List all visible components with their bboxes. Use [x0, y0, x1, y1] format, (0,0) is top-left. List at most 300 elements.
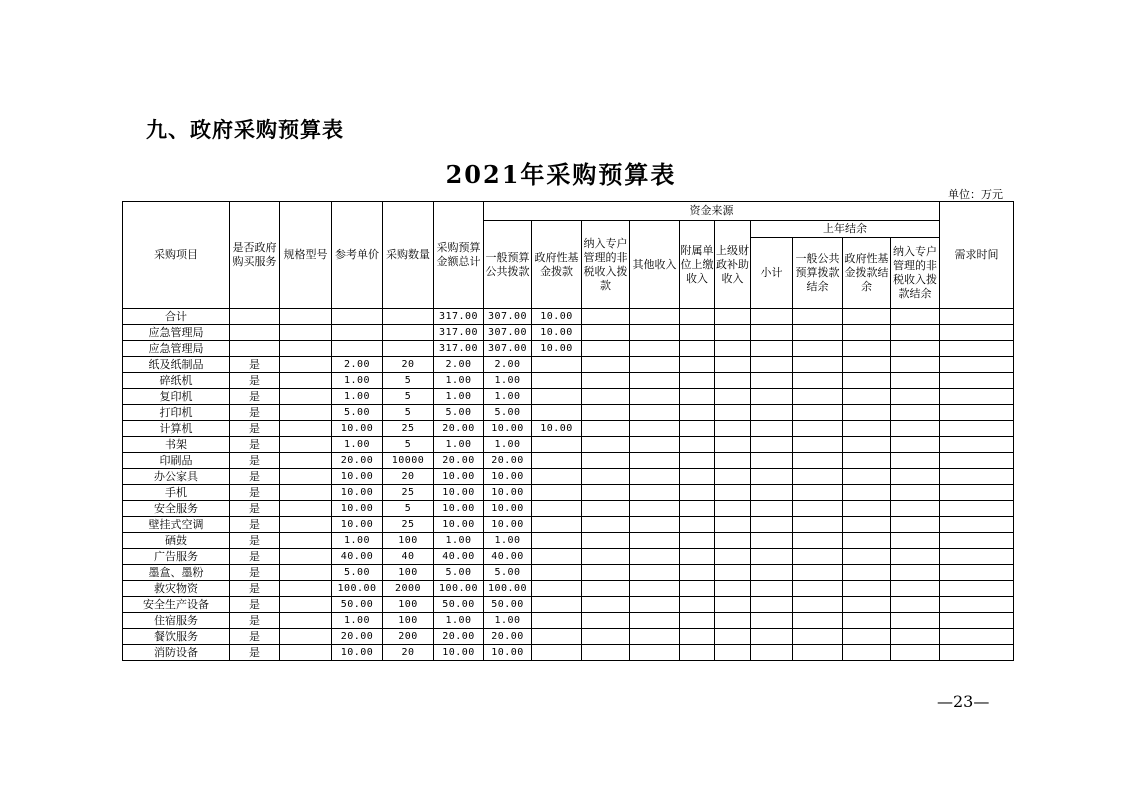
cell-superior-subsidy: [715, 421, 751, 437]
cell-nontax-carryover: [891, 437, 940, 453]
cell-demand-time: [940, 549, 1014, 565]
cell-spec: [280, 309, 332, 325]
cell-other-income: [630, 629, 680, 645]
cell-spec: [280, 341, 332, 357]
cell-item: 合计: [123, 309, 230, 325]
page-number: —23—: [937, 692, 990, 711]
cell-general-carryover: [793, 309, 843, 325]
cell-affiliated-income: [680, 357, 715, 373]
cell-is-gov-purchase: 是: [230, 597, 280, 613]
cell-quantity: 100: [383, 613, 434, 629]
cell-spec: [280, 357, 332, 373]
cell-nontax-special: [582, 421, 630, 437]
cell-other-income: [630, 309, 680, 325]
table-row: [123, 501, 1014, 517]
cell-affiliated-income: [680, 629, 715, 645]
cell-demand-time: [940, 469, 1014, 485]
cell-other-income: [630, 389, 680, 405]
header-affiliated-income: 附属单位上缴收入: [680, 221, 715, 309]
cell-demand-time: [940, 501, 1014, 517]
cell-other-income: [630, 453, 680, 469]
cell-affiliated-income: [680, 549, 715, 565]
cell-gov-fund-carryover: [843, 549, 891, 565]
cell-item: 消防设备: [123, 645, 230, 661]
header-quantity: 采购数量: [383, 202, 434, 309]
header-general-carryover: 一般公共预算拨款结余: [793, 238, 843, 309]
cell-gov-fund-carryover: [843, 421, 891, 437]
cell-other-income: [630, 437, 680, 453]
table-row: [123, 437, 1014, 453]
cell-item: 墨盒、墨粉: [123, 565, 230, 581]
cell-unit-price: [332, 325, 383, 341]
header-funding-group: 资金来源: [484, 202, 940, 221]
cell-gov-fund-carryover: [843, 437, 891, 453]
cell-is-gov-purchase: [230, 309, 280, 325]
cell-item: 安全服务: [123, 501, 230, 517]
table-row: [123, 325, 1014, 341]
cell-general-budget: 40.00: [484, 549, 532, 565]
table-row: [123, 341, 1014, 357]
cell-subtotal: [751, 373, 793, 389]
cell-total: 40.00: [434, 549, 484, 565]
cell-spec: [280, 581, 332, 597]
cell-unit-price: 20.00: [332, 453, 383, 469]
cell-superior-subsidy: [715, 309, 751, 325]
cell-spec: [280, 597, 332, 613]
cell-gov-fund-carryover: [843, 309, 891, 325]
cell-unit-price: 10.00: [332, 469, 383, 485]
cell-gov-fund-carryover: [843, 405, 891, 421]
cell-affiliated-income: [680, 453, 715, 469]
cell-demand-time: [940, 325, 1014, 341]
cell-nontax-special: [582, 549, 630, 565]
table-row: [123, 581, 1014, 597]
cell-unit-price: 10.00: [332, 421, 383, 437]
cell-nontax-carryover: [891, 501, 940, 517]
cell-nontax-special: [582, 597, 630, 613]
cell-general-budget: 5.00: [484, 565, 532, 581]
cell-item: 书架: [123, 437, 230, 453]
cell-general-carryover: [793, 405, 843, 421]
cell-superior-subsidy: [715, 501, 751, 517]
cell-superior-subsidy: [715, 533, 751, 549]
cell-is-gov-purchase: 是: [230, 437, 280, 453]
table-row: [123, 549, 1014, 565]
cell-general-carryover: [793, 581, 843, 597]
cell-other-income: [630, 373, 680, 389]
cell-nontax-carryover: [891, 629, 940, 645]
unit-label: 单位：万元: [948, 188, 1003, 201]
cell-item: 安全生产设备: [123, 597, 230, 613]
header-demand-time: 需求时间: [940, 202, 1014, 309]
cell-spec: [280, 501, 332, 517]
cell-superior-subsidy: [715, 341, 751, 357]
cell-gov-fund: [532, 645, 582, 661]
cell-total: 20.00: [434, 421, 484, 437]
cell-spec: [280, 613, 332, 629]
cell-demand-time: [940, 437, 1014, 453]
cell-spec: [280, 437, 332, 453]
cell-subtotal: [751, 581, 793, 597]
cell-demand-time: [940, 405, 1014, 421]
cell-general-carryover: [793, 613, 843, 629]
cell-unit-price: 10.00: [332, 485, 383, 501]
cell-is-gov-purchase: 是: [230, 549, 280, 565]
cell-total: 100.00: [434, 581, 484, 597]
cell-total: 5.00: [434, 565, 484, 581]
cell-unit-price: 1.00: [332, 389, 383, 405]
cell-affiliated-income: [680, 469, 715, 485]
cell-demand-time: [940, 565, 1014, 581]
cell-unit-price: 1.00: [332, 437, 383, 453]
cell-quantity: 25: [383, 485, 434, 501]
table-title: 2021年采购预算表: [445, 160, 677, 189]
cell-is-gov-purchase: 是: [230, 373, 280, 389]
cell-is-gov-purchase: 是: [230, 613, 280, 629]
cell-total: 317.00: [434, 341, 484, 357]
cell-unit-price: 10.00: [332, 517, 383, 533]
table-row: [123, 565, 1014, 581]
cell-gov-fund: 10.00: [532, 421, 582, 437]
cell-other-income: [630, 469, 680, 485]
table-row: [123, 421, 1014, 437]
cell-quantity: 5: [383, 501, 434, 517]
cell-other-income: [630, 405, 680, 421]
cell-gov-fund: 10.00: [532, 325, 582, 341]
cell-nontax-special: [582, 517, 630, 533]
cell-unit-price: 20.00: [332, 629, 383, 645]
cell-general-carryover: [793, 517, 843, 533]
table-body: [123, 309, 1014, 661]
cell-spec: [280, 373, 332, 389]
cell-other-income: [630, 533, 680, 549]
cell-general-carryover: [793, 357, 843, 373]
cell-superior-subsidy: [715, 373, 751, 389]
cell-is-gov-purchase: 是: [230, 357, 280, 373]
cell-gov-fund-carryover: [843, 533, 891, 549]
cell-item: 办公家具: [123, 469, 230, 485]
cell-total: 317.00: [434, 309, 484, 325]
cell-subtotal: [751, 405, 793, 421]
cell-item: 餐饮服务: [123, 629, 230, 645]
cell-general-budget: 1.00: [484, 389, 532, 405]
cell-gov-fund-carryover: [843, 485, 891, 501]
cell-unit-price: 5.00: [332, 565, 383, 581]
cell-subtotal: [751, 437, 793, 453]
cell-other-income: [630, 597, 680, 613]
cell-affiliated-income: [680, 405, 715, 421]
cell-nontax-carryover: [891, 453, 940, 469]
cell-general-budget: 20.00: [484, 629, 532, 645]
cell-general-budget: 307.00: [484, 341, 532, 357]
cell-subtotal: [751, 613, 793, 629]
cell-demand-time: [940, 309, 1014, 325]
cell-spec: [280, 421, 332, 437]
cell-gov-fund: [532, 517, 582, 533]
cell-total: 1.00: [434, 613, 484, 629]
cell-gov-fund-carryover: [843, 581, 891, 597]
cell-nontax-special: [582, 485, 630, 501]
header-subtotal: 小计: [751, 238, 793, 309]
cell-other-income: [630, 565, 680, 581]
cell-superior-subsidy: [715, 389, 751, 405]
cell-gov-fund: [532, 357, 582, 373]
cell-is-gov-purchase: 是: [230, 581, 280, 597]
cell-general-carryover: [793, 485, 843, 501]
header-item: 采购项目: [123, 202, 230, 309]
cell-quantity: 25: [383, 517, 434, 533]
cell-quantity: [383, 309, 434, 325]
cell-nontax-carryover: [891, 469, 940, 485]
cell-item: 计算机: [123, 421, 230, 437]
cell-gov-fund: [532, 597, 582, 613]
cell-general-budget: 10.00: [484, 485, 532, 501]
cell-general-budget: 10.00: [484, 645, 532, 661]
table-row: [123, 405, 1014, 421]
cell-other-income: [630, 341, 680, 357]
cell-gov-fund: [532, 469, 582, 485]
cell-unit-price: [332, 309, 383, 325]
cell-is-gov-purchase: 是: [230, 501, 280, 517]
cell-gov-fund: [532, 405, 582, 421]
cell-other-income: [630, 517, 680, 533]
cell-gov-fund-carryover: [843, 565, 891, 581]
cell-general-budget: 5.00: [484, 405, 532, 421]
cell-quantity: [383, 341, 434, 357]
cell-general-carryover: [793, 597, 843, 613]
cell-nontax-special: [582, 501, 630, 517]
cell-general-carryover: [793, 373, 843, 389]
cell-gov-fund-carryover: [843, 629, 891, 645]
cell-affiliated-income: [680, 517, 715, 533]
table-row: [123, 357, 1014, 373]
cell-spec: [280, 325, 332, 341]
cell-general-budget: 307.00: [484, 309, 532, 325]
cell-item: 壁挂式空调: [123, 517, 230, 533]
cell-nontax-carryover: [891, 517, 940, 533]
cell-total: 2.00: [434, 357, 484, 373]
cell-superior-subsidy: [715, 325, 751, 341]
cell-gov-fund-carryover: [843, 325, 891, 341]
cell-nontax-special: [582, 453, 630, 469]
cell-demand-time: [940, 613, 1014, 629]
cell-is-gov-purchase: 是: [230, 389, 280, 405]
cell-is-gov-purchase: 是: [230, 453, 280, 469]
cell-item: 复印机: [123, 389, 230, 405]
cell-nontax-special: [582, 645, 630, 661]
cell-gov-fund: [532, 629, 582, 645]
cell-quantity: 5: [383, 373, 434, 389]
cell-is-gov-purchase: 是: [230, 517, 280, 533]
cell-affiliated-income: [680, 501, 715, 517]
cell-gov-fund-carryover: [843, 341, 891, 357]
cell-other-income: [630, 485, 680, 501]
cell-gov-fund-carryover: [843, 597, 891, 613]
cell-affiliated-income: [680, 325, 715, 341]
table-row: [123, 613, 1014, 629]
cell-general-carryover: [793, 629, 843, 645]
cell-subtotal: [751, 549, 793, 565]
cell-general-carryover: [793, 437, 843, 453]
cell-gov-fund: [532, 389, 582, 405]
cell-affiliated-income: [680, 485, 715, 501]
cell-demand-time: [940, 533, 1014, 549]
header-total: 采购预算金额总计: [434, 202, 484, 309]
cell-general-budget: 10.00: [484, 517, 532, 533]
cell-superior-subsidy: [715, 437, 751, 453]
cell-general-carryover: [793, 549, 843, 565]
cell-demand-time: [940, 597, 1014, 613]
cell-superior-subsidy: [715, 581, 751, 597]
cell-affiliated-income: [680, 421, 715, 437]
cell-unit-price: 5.00: [332, 405, 383, 421]
cell-subtotal: [751, 325, 793, 341]
cell-gov-fund-carryover: [843, 453, 891, 469]
cell-item: 打印机: [123, 405, 230, 421]
table-row: [123, 485, 1014, 501]
cell-nontax-carryover: [891, 549, 940, 565]
cell-nontax-carryover: [891, 597, 940, 613]
cell-affiliated-income: [680, 373, 715, 389]
cell-quantity: 200: [383, 629, 434, 645]
cell-affiliated-income: [680, 533, 715, 549]
cell-general-carryover: [793, 421, 843, 437]
cell-superior-subsidy: [715, 469, 751, 485]
cell-spec: [280, 629, 332, 645]
table-row: [123, 453, 1014, 469]
cell-unit-price: 10.00: [332, 501, 383, 517]
cell-superior-subsidy: [715, 405, 751, 421]
cell-spec: [280, 485, 332, 501]
cell-general-budget: 20.00: [484, 453, 532, 469]
cell-unit-price: 50.00: [332, 597, 383, 613]
cell-spec: [280, 517, 332, 533]
cell-superior-subsidy: [715, 357, 751, 373]
cell-total: 1.00: [434, 373, 484, 389]
header-general-budget: 一般预算公共拨款: [484, 221, 532, 309]
cell-item: 纸及纸制品: [123, 357, 230, 373]
cell-nontax-carryover: [891, 485, 940, 501]
cell-unit-price: 2.00: [332, 357, 383, 373]
cell-other-income: [630, 613, 680, 629]
cell-quantity: 5: [383, 437, 434, 453]
cell-spec: [280, 405, 332, 421]
cell-general-budget: 1.00: [484, 613, 532, 629]
cell-total: 1.00: [434, 533, 484, 549]
cell-other-income: [630, 549, 680, 565]
cell-is-gov-purchase: 是: [230, 565, 280, 581]
cell-subtotal: [751, 309, 793, 325]
header-is-gov-purchase: 是否政府购买服务: [230, 202, 280, 309]
cell-total: 10.00: [434, 501, 484, 517]
table-row: [123, 645, 1014, 661]
cell-general-carryover: [793, 501, 843, 517]
cell-gov-fund: [532, 581, 582, 597]
cell-nontax-special: [582, 325, 630, 341]
cell-affiliated-income: [680, 645, 715, 661]
cell-unit-price: [332, 341, 383, 357]
table-row: [123, 469, 1014, 485]
cell-general-carryover: [793, 453, 843, 469]
cell-unit-price: 1.00: [332, 533, 383, 549]
cell-subtotal: [751, 533, 793, 549]
cell-gov-fund-carryover: [843, 357, 891, 373]
cell-unit-price: 1.00: [332, 613, 383, 629]
cell-nontax-special: [582, 613, 630, 629]
cell-superior-subsidy: [715, 597, 751, 613]
cell-total: 1.00: [434, 389, 484, 405]
cell-total: 20.00: [434, 453, 484, 469]
header-nontax-special: 纳入专户管理的非税收入拨款: [582, 221, 630, 309]
cell-nontax-special: [582, 309, 630, 325]
procurement-budget-table: [122, 201, 1014, 661]
cell-general-budget: 2.00: [484, 357, 532, 373]
cell-subtotal: [751, 357, 793, 373]
table-row: [123, 389, 1014, 405]
cell-superior-subsidy: [715, 517, 751, 533]
cell-quantity: 25: [383, 421, 434, 437]
cell-quantity: 100: [383, 597, 434, 613]
cell-demand-time: [940, 581, 1014, 597]
cell-item: 应急管理局: [123, 341, 230, 357]
header-nontax-carryover: 纳入专户管理的非税收入拨款结余: [891, 238, 940, 309]
cell-quantity: 100: [383, 533, 434, 549]
cell-nontax-carryover: [891, 613, 940, 629]
cell-nontax-special: [582, 357, 630, 373]
cell-demand-time: [940, 341, 1014, 357]
cell-general-budget: 10.00: [484, 469, 532, 485]
header-spec: 规格型号: [280, 202, 332, 309]
header-unit-price: 参考单价: [332, 202, 383, 309]
cell-spec: [280, 453, 332, 469]
cell-nontax-carryover: [891, 389, 940, 405]
cell-superior-subsidy: [715, 549, 751, 565]
cell-quantity: 2000: [383, 581, 434, 597]
cell-item: 救灾物资: [123, 581, 230, 597]
cell-nontax-carryover: [891, 533, 940, 549]
cell-item: 印刷品: [123, 453, 230, 469]
cell-item: 硒鼓: [123, 533, 230, 549]
cell-other-income: [630, 645, 680, 661]
cell-quantity: 5: [383, 405, 434, 421]
cell-is-gov-purchase: 是: [230, 485, 280, 501]
cell-total: 20.00: [434, 629, 484, 645]
cell-nontax-carryover: [891, 309, 940, 325]
cell-quantity: 20: [383, 357, 434, 373]
cell-is-gov-purchase: [230, 325, 280, 341]
cell-other-income: [630, 357, 680, 373]
cell-other-income: [630, 501, 680, 517]
cell-general-carryover: [793, 645, 843, 661]
cell-nontax-special: [582, 469, 630, 485]
cell-quantity: [383, 325, 434, 341]
cell-superior-subsidy: [715, 629, 751, 645]
cell-nontax-carryover: [891, 373, 940, 389]
cell-quantity: 100: [383, 565, 434, 581]
cell-general-budget: 1.00: [484, 437, 532, 453]
cell-unit-price: 1.00: [332, 373, 383, 389]
cell-gov-fund: 10.00: [532, 341, 582, 357]
cell-total: 10.00: [434, 469, 484, 485]
cell-nontax-special: [582, 533, 630, 549]
cell-nontax-special: [582, 389, 630, 405]
cell-subtotal: [751, 565, 793, 581]
header-superior-subsidy: 上级财政补助收入: [715, 221, 751, 309]
cell-general-budget: 50.00: [484, 597, 532, 613]
cell-gov-fund-carryover: [843, 645, 891, 661]
cell-is-gov-purchase: 是: [230, 533, 280, 549]
table-row: [123, 517, 1014, 533]
